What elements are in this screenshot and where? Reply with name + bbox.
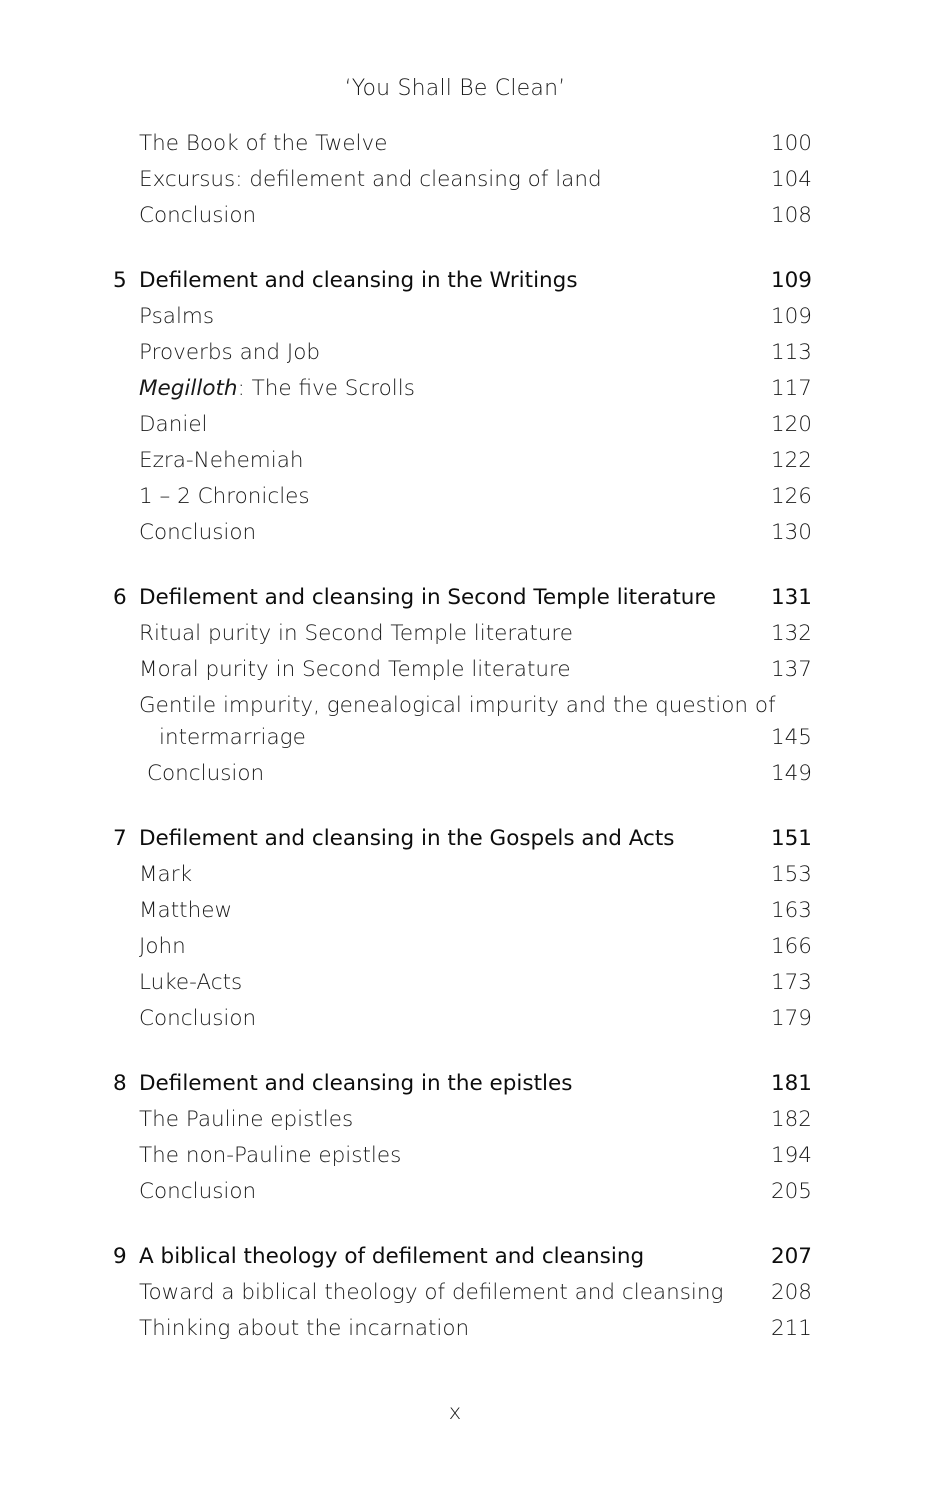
- toc-entry[interactable]: [0, 893, 938, 929]
- chapter-heading[interactable]: [0, 580, 938, 616]
- toc-entry-page: 145: [770, 725, 812, 750]
- toc-entry[interactable]: [0, 443, 938, 479]
- toc-entry[interactable]: [0, 756, 938, 792]
- chapter-number: 9: [113, 1244, 127, 1269]
- running-head: ‘You Shall Be Clean’: [344, 76, 566, 101]
- toc-entry-title: Conclusion: [139, 520, 257, 545]
- toc-entry-title: Luke-Acts: [139, 970, 243, 995]
- chapter-number: 8: [113, 1071, 127, 1096]
- toc-entry-title: John: [139, 934, 186, 959]
- toc-entry-title: Proverbs and Job: [139, 340, 321, 365]
- toc-entry-page: 173: [770, 970, 812, 995]
- toc-entry-title: 1 – 2 Chronicles: [139, 484, 310, 509]
- toc-chapter-9: [0, 1239, 938, 1347]
- toc-entry-page: 104: [770, 167, 812, 192]
- chapter-page: 131: [770, 585, 812, 610]
- toc-entry-title: Conclusion: [139, 1006, 257, 1031]
- table-of-contents: [0, 126, 938, 1376]
- chapter-page: 181: [770, 1071, 812, 1096]
- chapter-page: 151: [770, 826, 812, 851]
- toc-entry-line-1[interactable]: [0, 688, 938, 720]
- toc-entry-page: 126: [770, 484, 812, 509]
- toc-chapter-7: [0, 821, 938, 1037]
- toc-entry-title: Ritual purity in Second Temple literature: [139, 621, 574, 646]
- chapter-heading[interactable]: [0, 1239, 938, 1275]
- toc-chapter-5: [0, 263, 938, 551]
- toc-entry[interactable]: [0, 652, 938, 688]
- toc-entry-page: 120: [770, 412, 812, 437]
- toc-entry[interactable]: [0, 1275, 938, 1311]
- toc-entry-page: 130: [770, 520, 812, 545]
- toc-entry[interactable]: [0, 335, 938, 371]
- chapter-number: 7: [113, 826, 127, 851]
- toc-chapter-6: [0, 580, 938, 792]
- chapter-title: Defilement and cleansing in the Writings: [139, 268, 578, 293]
- toc-entry-page: 153: [770, 862, 812, 887]
- toc-entry[interactable]: [0, 857, 938, 893]
- toc-entry-title: Psalms: [139, 304, 215, 329]
- toc-entry-page: 113: [770, 340, 812, 365]
- toc-entry-page: 117: [770, 376, 812, 401]
- toc-entry[interactable]: [0, 1102, 938, 1138]
- toc-entry-title: Moral purity in Second Temple literature: [139, 657, 571, 682]
- toc-entry[interactable]: [0, 965, 938, 1001]
- toc-entry-page: 194: [770, 1143, 812, 1168]
- toc-entry-line-2[interactable]: [0, 720, 938, 756]
- toc-entry-title: Excursus: defilement and cleansing of land: [139, 167, 602, 192]
- toc-entry-page: 163: [770, 898, 812, 923]
- chapter-heading[interactable]: [0, 821, 938, 857]
- toc-entry-title: Toward a biblical theology of defilement and cleansing: [139, 1280, 724, 1305]
- toc-entry-title: The Pauline epistles: [139, 1107, 354, 1132]
- toc-entry-title: Thinking about the incarnation: [139, 1316, 470, 1341]
- toc-entry-page: 100: [770, 131, 812, 156]
- toc-entry[interactable]: [0, 1311, 938, 1347]
- toc-entry-page: 179: [770, 1006, 812, 1031]
- chapter-heading[interactable]: [0, 1066, 938, 1102]
- toc-entry-title: Conclusion: [147, 761, 265, 786]
- toc-entry-page: 211: [770, 1316, 812, 1341]
- toc-entry[interactable]: [0, 299, 938, 335]
- toc-entry-title: Matthew: [139, 898, 233, 923]
- toc-entry-title-italic: Megilloth: [139, 376, 238, 401]
- toc-chapter-8: [0, 1066, 938, 1210]
- chapter-title: Defilement and cleansing in the Gospels and Acts: [139, 826, 675, 851]
- chapter-title: A biblical theology of defilement and cleansing: [139, 1244, 645, 1269]
- toc-entry[interactable]: [0, 616, 938, 652]
- chapter-page: 109: [770, 268, 812, 293]
- toc-entry[interactable]: [0, 1138, 938, 1174]
- toc-entry-title: Gentile impurity, genealogical impurity and the question of: [139, 693, 776, 718]
- toc-entry-title: Mark: [139, 862, 193, 887]
- toc-entry-title: The non-Pauline epistles: [139, 1143, 402, 1168]
- chapter-number: 6: [113, 585, 127, 610]
- toc-entry[interactable]: [0, 198, 938, 234]
- toc-entry-page: 205: [770, 1179, 812, 1204]
- toc-entry-page: 108: [770, 203, 812, 228]
- toc-entry-title: Daniel: [139, 412, 208, 437]
- toc-entry-title: [139, 371, 415, 407]
- toc-entry-page: 122: [770, 448, 812, 473]
- toc-entry-page: 149: [770, 761, 812, 786]
- toc-entry[interactable]: [0, 1174, 938, 1210]
- toc-entry-page: 182: [770, 1107, 812, 1132]
- toc-entry-title-continued: intermarriage: [159, 725, 306, 750]
- toc-entry[interactable]: [0, 515, 938, 551]
- chapter-heading[interactable]: [0, 263, 938, 299]
- toc-entry-page: 208: [770, 1280, 812, 1305]
- chapter-number: 5: [113, 268, 127, 293]
- toc-entry-title-rest: : The five Scrolls: [237, 376, 415, 401]
- toc-entry[interactable]: [0, 407, 938, 443]
- toc-entry[interactable]: [0, 929, 938, 965]
- page-number: x: [448, 1400, 462, 1424]
- toc-entry-title: Ezra-Nehemiah: [139, 448, 304, 473]
- toc-entry[interactable]: [0, 371, 938, 407]
- toc-entry-page: 137: [770, 657, 812, 682]
- toc-entry[interactable]: [0, 162, 938, 198]
- toc-entry-title: Conclusion: [139, 1179, 257, 1204]
- chapter-title: Defilement and cleansing in Second Temple literature: [139, 585, 716, 610]
- toc-entry-page: 166: [770, 934, 812, 959]
- toc-entry[interactable]: [0, 126, 938, 162]
- toc-entry-page: 109: [770, 304, 812, 329]
- toc-entry-title: The Book of the Twelve: [139, 131, 388, 156]
- toc-group-continued: [0, 126, 938, 234]
- toc-entry-page: 132: [770, 621, 812, 646]
- toc-entry-title: Conclusion: [139, 203, 257, 228]
- chapter-title: Defilement and cleansing in the epistles: [139, 1071, 573, 1096]
- toc-entry[interactable]: [0, 1001, 938, 1037]
- toc-entry[interactable]: [0, 479, 938, 515]
- chapter-page: 207: [770, 1244, 812, 1269]
